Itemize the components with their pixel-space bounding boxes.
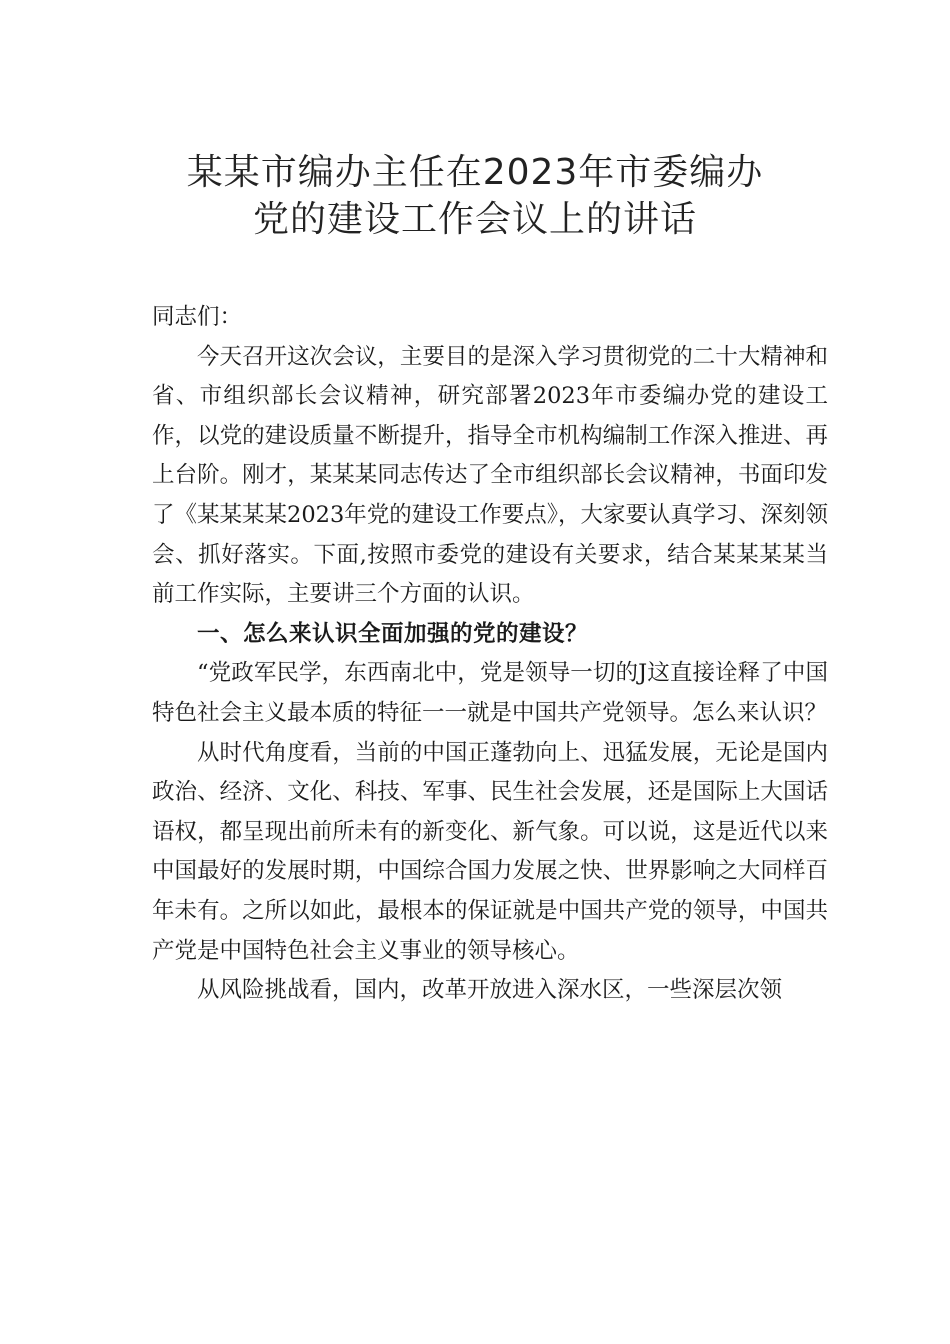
- document-title-line-1: 某某市编办主任在2023年市委编办: [186, 152, 764, 193]
- document-title-line-2: 党的建设工作会议上的讲话: [252, 199, 697, 240]
- salutation: 同志们：: [152, 304, 243, 330]
- document-body: [152, 298, 828, 1011]
- paragraph-intro: 今天召开这次会议，主要目的是深入学习贯彻党的二十大精神和省、市组织部长会议精神，研究部署2023年市委编办党的建设工作，以党的建设质量不断提升，指导全市机构编制工作深入推进、再上台阶。刚才，某某某同志传达了全市组织部长会议精神，书面印发了《某某某某2023年党的建设工作要点》，大家要认真学习、深刻领会、抓好落实。下面,按照市委党的建设有关要求，结合某某某某当前工作实际，主要讲三个方面的认识。: [152, 343, 829, 608]
- section-heading-1: 一、怎么来认识全面加强的党的建设？: [197, 620, 589, 647]
- paragraph-risk-challenges: 从风险挑战看，国内，改革开放进入深水区，一些深层次领: [197, 977, 783, 1004]
- paragraph-era-perspective: 从时代角度看，当前的中国正蓬勃向上、迅猛发展，无论是国内政治、经济、文化、科技、军事、民生社会发展，还是国际上大国话语权，都呈现出前所未有的新变化、新气象。可以说，这是近代以来中国最好的发展时期，中国综合国力发展之快、世界影响之大同样百年未有。之所以如此，最根本的保证就是中国共产党的领导，中国共产党是中国特色社会主义事业的领导核心。: [152, 739, 828, 964]
- paragraph-quote: “党政军民学，东西南北中，党是领导一切的J这直接诠释了中国特色社会主义最本质的特征一一就是中国共产党领导。怎么来认识？: [152, 660, 828, 726]
